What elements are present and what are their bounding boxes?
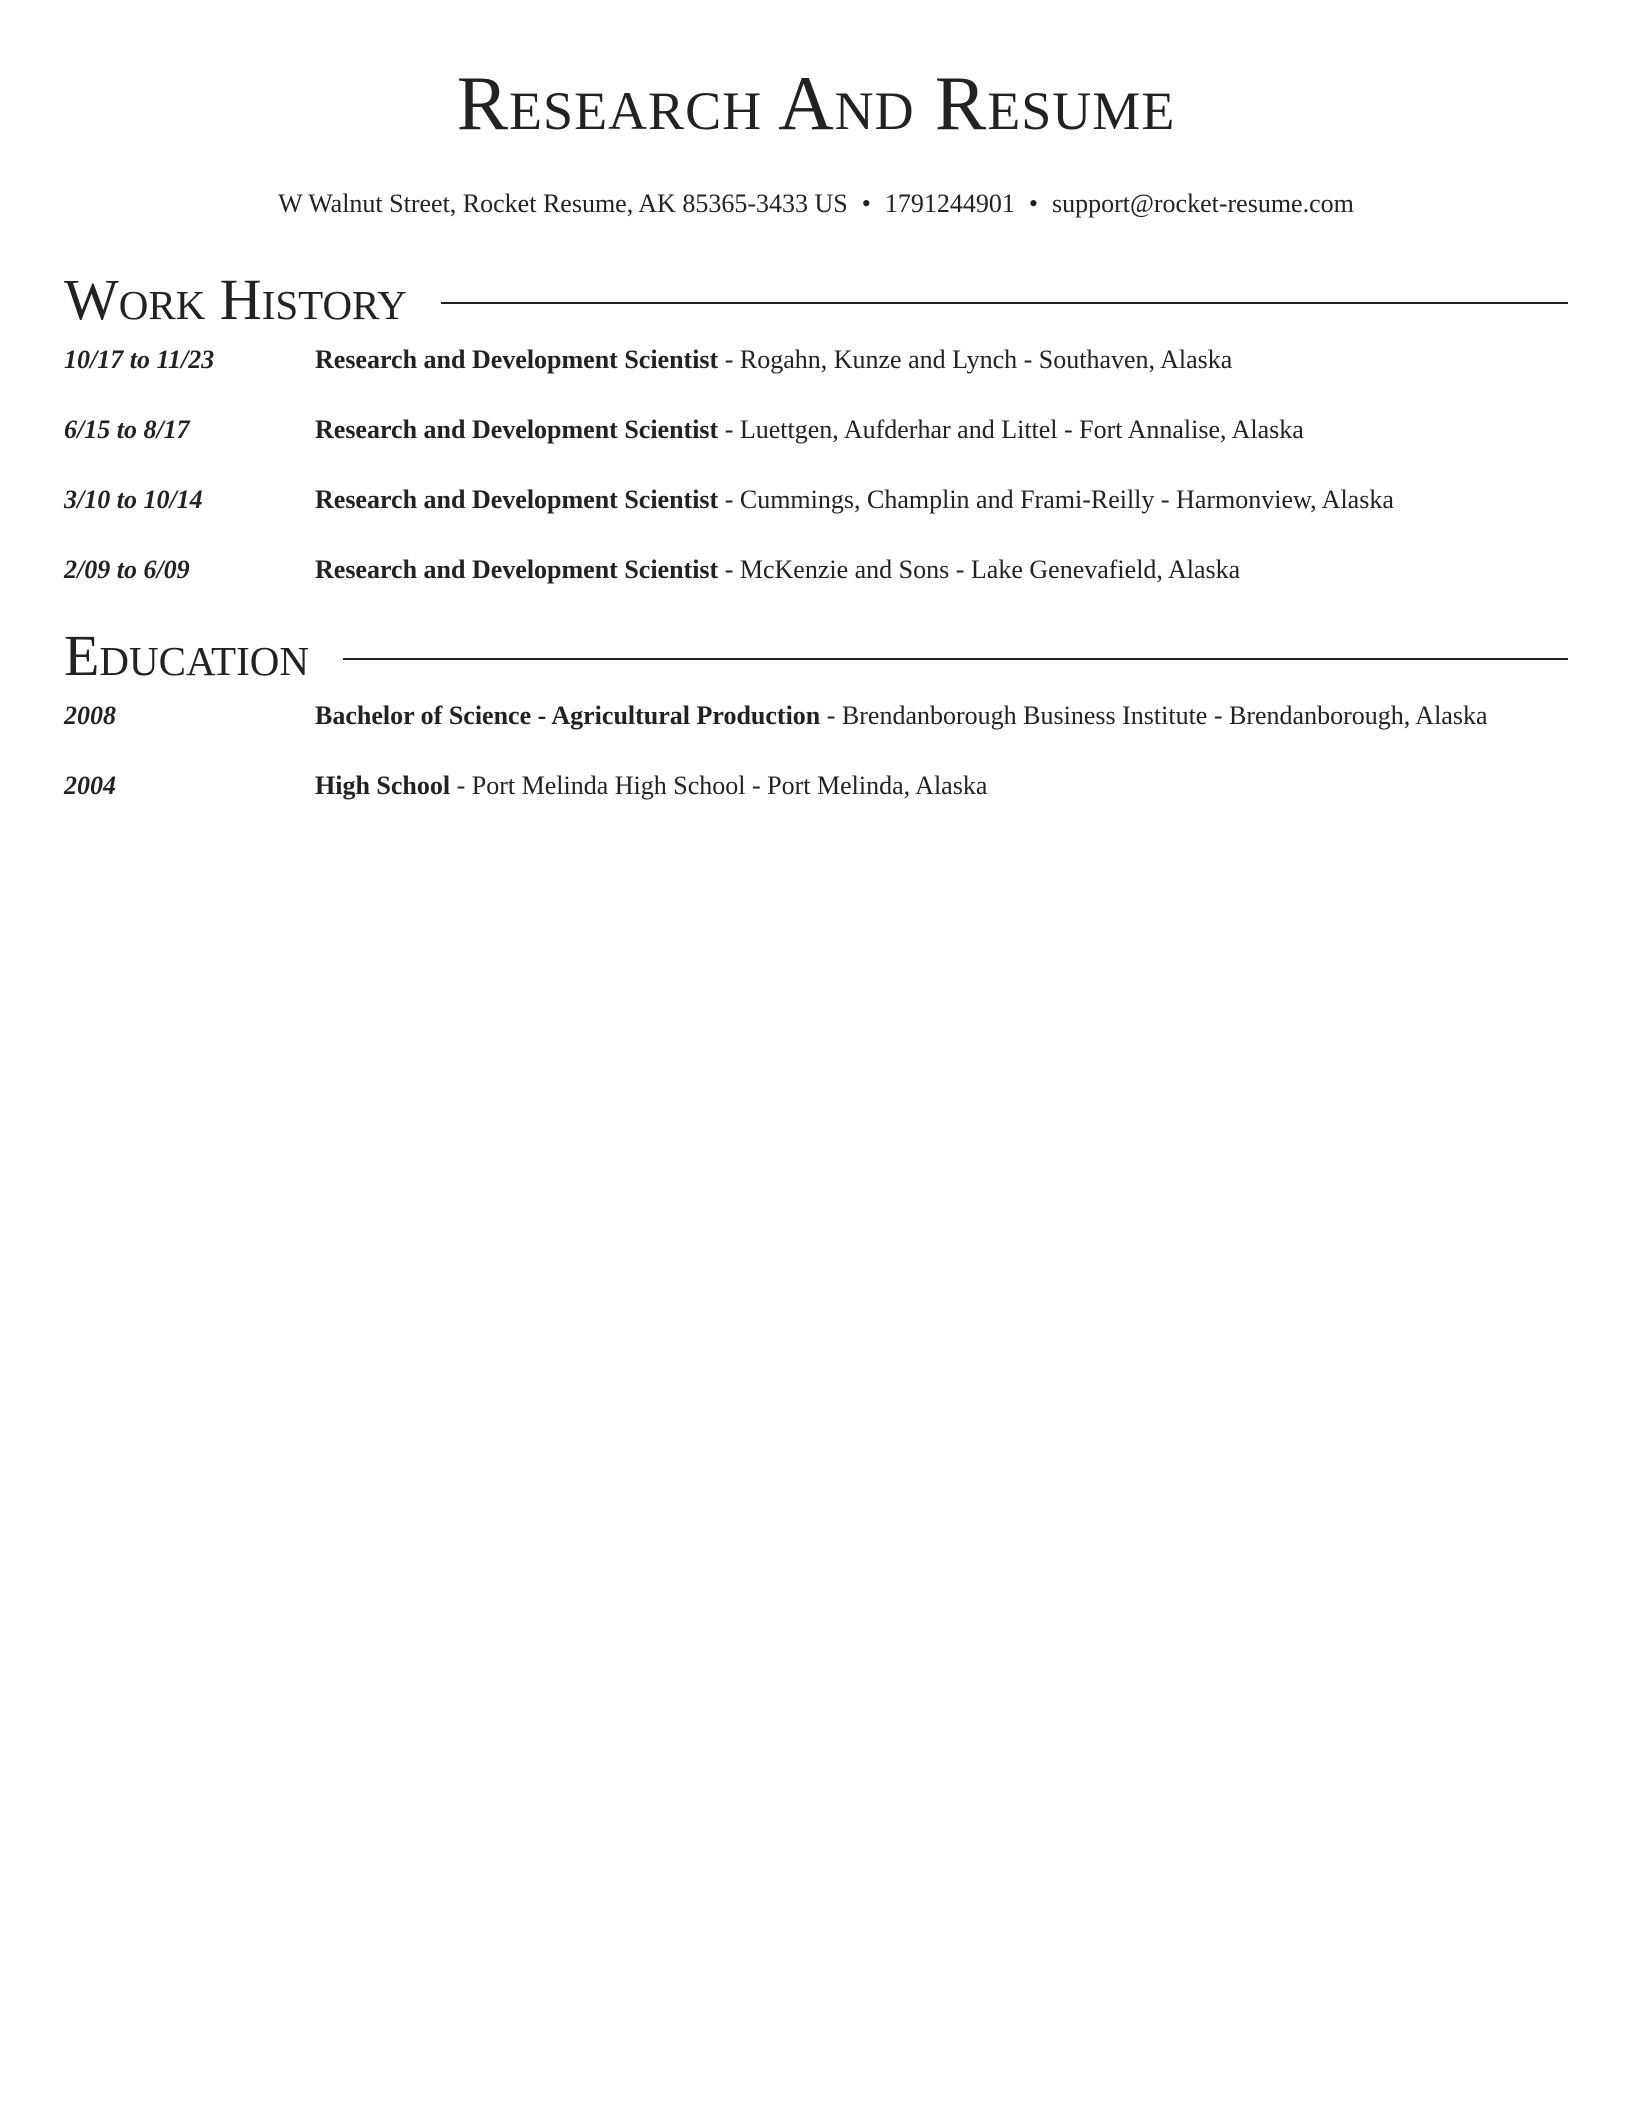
education-list (64, 700, 1568, 802)
entry-role: Research and Development Scientist (315, 555, 719, 584)
section-divider (343, 658, 1568, 660)
resume-name: Research And Resume (456, 60, 1176, 146)
work-history-header (64, 268, 1568, 332)
work-history-title: Work History (64, 267, 407, 332)
entry-role: Research and Development Scientist (315, 485, 719, 514)
entry-body (315, 554, 1240, 586)
entry-role: Research and Development Scientist (315, 345, 719, 374)
contact-separator: • (1028, 189, 1038, 218)
work-entry (64, 414, 1568, 446)
entry-degree: High School (315, 771, 451, 800)
education-entry (64, 700, 1568, 732)
work-entry (64, 484, 1568, 516)
entry-role: Research and Development Scientist (315, 415, 719, 444)
entry-details: - Luettgen, Aufderhar and Littel - Fort Annalise, Alaska (718, 415, 1304, 444)
contact-line (64, 188, 1568, 220)
entry-dates: 2/09 to 6/09 (64, 555, 190, 584)
entry-body (315, 344, 1232, 376)
work-entry (64, 554, 1568, 586)
entry-body (315, 700, 1488, 732)
entry-dates: 3/10 to 10/14 (64, 485, 203, 514)
entry-body (315, 770, 987, 802)
contact-email: support@rocket-resume.com (1051, 189, 1354, 218)
entry-body (315, 484, 1394, 516)
work-history-list (64, 344, 1568, 586)
entry-details: - Cummings, Champlin and Frami-Reilly - Harmonview, Alaska (718, 485, 1394, 514)
entry-degree: Bachelor of Science - Agricultural Production (315, 701, 821, 730)
entry-dates: 2004 (64, 771, 116, 800)
entry-details: - Brendanborough Business Institute - Brendanborough, Alaska (820, 701, 1488, 730)
entry-dates: 10/17 to 11/23 (64, 345, 215, 374)
entry-details: - Rogahn, Kunze and Lynch - Southaven, Alaska (718, 345, 1233, 374)
section-divider (441, 302, 1568, 304)
entry-details: - Port Melinda High School - Port Melinda, Alaska (450, 771, 988, 800)
contact-address: W Walnut Street, Rocket Resume, AK 85365-3433 US (278, 189, 848, 218)
education-entry (64, 770, 1568, 802)
contact-phone: 1791244901 (884, 189, 1015, 218)
work-entry (64, 344, 1568, 376)
entry-details: - McKenzie and Sons - Lake Genevafield, Alaska (718, 555, 1241, 584)
entry-dates: 2008 (64, 701, 116, 730)
education-header (64, 624, 1568, 688)
contact-separator: • (861, 189, 871, 218)
entry-dates: 6/15 to 8/17 (64, 415, 190, 444)
entry-body (315, 414, 1304, 446)
education-title: Education (64, 623, 309, 688)
